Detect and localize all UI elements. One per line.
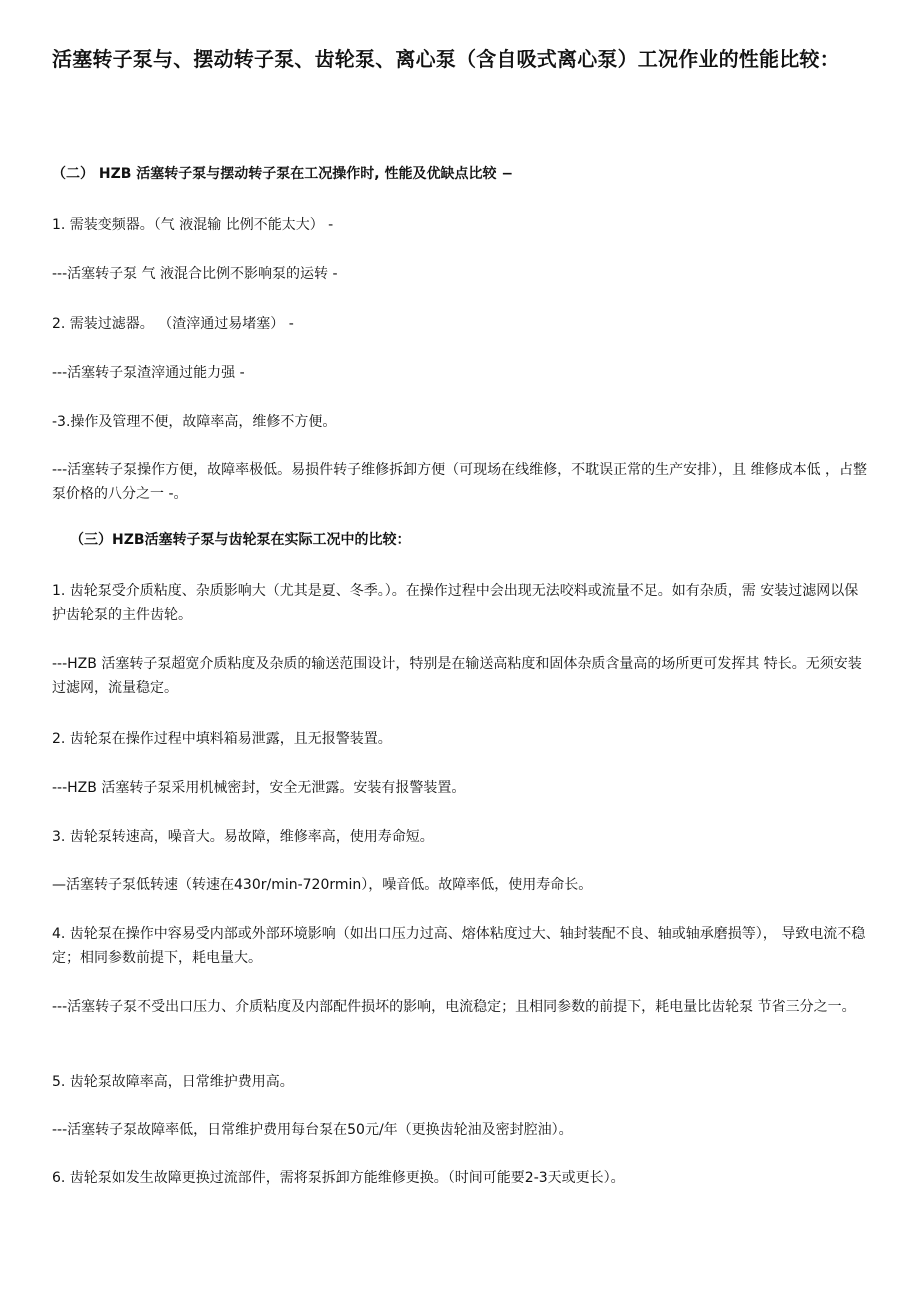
paragraph: 2. 需装过滤器。 （渣滓通过易堵塞） - (52, 316, 294, 332)
paragraph: ---HZB 活塞转子泵采用机械密封，安全无泄露。安装有报警装置。 (52, 780, 466, 796)
paragraph: 4. 齿轮泵在操作中容易受内部或外部环境影响（如出口压力过高、熔体粘度过大、轴封装配不良、轴或轴承磨损等）， 导致电流不稳定；相同参数前提下，耗电量大。 (52, 926, 866, 966)
paragraph: ---活塞转子泵故障率低，日常维护费用每台泵在50元/年（更换齿轮油及密封腔油）。 (52, 1122, 573, 1138)
document-title: 活塞转子泵与、摆动转子泵、齿轮泵、离心泵（含自吸式离心泵）工况作业的性能比较： (52, 47, 840, 71)
paragraph: 6. 齿轮泵如发生故障更换过流部件，需将泵拆卸方能维修更换。（时间可能要2-3天或更长）。 (52, 1170, 625, 1186)
paragraph: 3. 齿轮泵转速高，噪音大。易故障，维修率高，使用寿命短。 (52, 829, 434, 845)
paragraph: 1. 齿轮泵受介质粘度、杂质影响大（尤其是夏、冬季。）。在操作过程中会出现无法咬料或流量不足。如有杂质，需 安装过滤网以保护齿轮泵的主件齿轮。 (52, 583, 859, 623)
paragraph: ---活塞转子泵渣滓通过能力强 - (52, 365, 245, 381)
section-2-heading: （二） HZB 活塞转子泵与摆动转子泵在工况操作时, 性能及优缺点比较 − (52, 166, 514, 182)
section-3-heading: （三）HZB活塞转子泵与齿轮泵在实际工况中的比较： (70, 532, 411, 548)
paragraph: —活塞转子泵低转速（转速在430r/min-720rmin），噪音低。故障率低，使用寿命长。 (52, 877, 593, 893)
paragraph: -3.操作及管理不便，故障率高，维修不方便。 (52, 414, 337, 430)
paragraph: ---活塞转子泵不受出口压力、介质粘度及内部配件损坏的影响，电流稳定；且相同参数的前提下，耗电量比齿轮泵 节省三分之一。 (52, 999, 856, 1015)
paragraph: 1. 需装变频器。（气 液混输 比例不能太大） - (52, 217, 334, 233)
paragraph: ---活塞转子泵操作方便，故障率极低。易损件转子维修拆卸方便（可现场在线维修，不耽误正常的生产安排），且 维修成本低 ，占整泵价格的八分之一 -。 (52, 462, 868, 502)
paragraph: ---HZB 活塞转子泵超宽介质粘度及杂质的输送范围设计，特别是在输送高粘度和固体杂质含量高的场所更可发挥其 特长。无须安装过滤网，流量稳定。 (52, 656, 862, 696)
paragraph: 5. 齿轮泵故障率高，日常维护费用高。 (52, 1074, 294, 1090)
paragraph: ---活塞转子泵 气 液混合比例不影响泵的运转 - (52, 266, 338, 282)
paragraph: 2. 齿轮泵在操作过程中填料箱易泄露，且无报警装置。 (52, 731, 392, 747)
